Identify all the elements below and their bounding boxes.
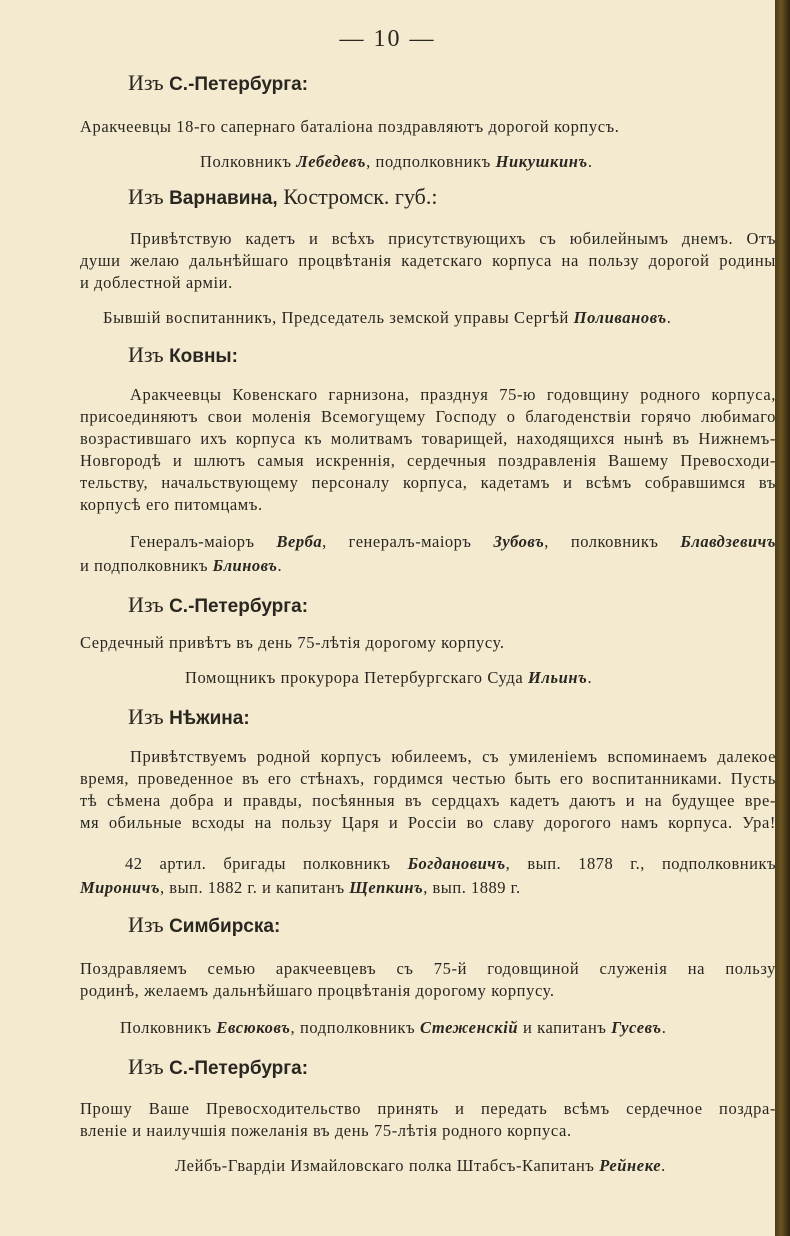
section-header-varnavin: Изъ Варнавина, Костромск. губ.: — [128, 184, 438, 209]
telegram-text: Прошу Ваше Превосходительство принять и передать всѣмъ сердечное поздра- вленіе и наилучшія пожеланія въ день 75-лѣтія родного корпуса. — [80, 1099, 776, 1140]
section-header-simbirsk: Изъ Симбирска: — [128, 912, 281, 937]
telegram-text: Аракчеевцы Ковенскаго гарнизона, празднуя 75-ю годовщину родного корпуса, присоединяютъ свои моленія Всемогущему Господу о благоденствіи горячо любимаго возрастившаго ихъ корпуса къ молитвамъ товарищей, находящихся нынѣ въ Нижнемъ- Новгородѣ и шлютъ самыя искреннія, сердечныя поздравленія Вашему Превосходи- тельству, начальствующему персоналу корпуса, кадетамъ и всѣмъ собравшимся въ корпусѣ его питомцамъ. — [80, 385, 776, 514]
signature: 42 артил. бригады полковникъ Богдановичъ, вып. 1878 г., подполковникъ Мироничъ, вып. 1882 г. и капитанъ Щепкинъ, вып. 1889 г. — [80, 854, 777, 897]
telegram-text: Поздравляемъ семью аракчеевцевъ съ 75-й годовщиной служенія на пользу родинѣ, желаемъ дальнѣйшаго процвѣтанія дорогому корпусу. — [80, 959, 776, 1000]
section-header-spb-2: Изъ С.-Петербурга: — [128, 592, 309, 617]
signature: Помощникъ прокурора Петербургскаго Суда Ильинъ. — [185, 668, 593, 687]
signature: Лейбъ-Гвардіи Измайловскаго полка Штабсъ-Капитанъ Рейнеке. — [175, 1156, 666, 1175]
signature: Бывшій воспитанникъ, Председатель земской управы Сергѣй Поливановъ. — [103, 308, 672, 327]
section-header-spb-3: Изъ С.-Петербурга: — [128, 1054, 309, 1079]
signature: Полковникъ Лебедевъ, подполковникъ Никушкинъ. — [200, 152, 593, 171]
book-spine-edge — [775, 0, 790, 1236]
section-header-nezhin: Изъ Нѣжина: — [128, 704, 250, 729]
section-header-spb-1: Изъ С.-Петербурга: — [128, 70, 309, 95]
signature: Полковникъ Евсюковъ, подполковникъ Стеженскій и капитанъ Гусевъ. — [120, 1018, 667, 1037]
section-header-kovno: Изъ Ковны: — [128, 342, 238, 367]
telegram-text: Привѣтствую кадетъ и всѣхъ присутствующихъ съ юбилейнымъ днемъ. Отъ души желаю дальнѣйшаго процвѣтанія кадетскаго корпуса на пользу дорогой родины и доблестной арміи. — [80, 229, 776, 292]
telegram-text: Привѣтствуемъ родной корпусъ юбилеемъ, съ умиленіемъ вспоминаемъ далекое время, проведенное въ его стѣнахъ, гордимся честью быть его воспитанниками. Пусть тѣ сѣмена добра и правды, посѣянныя въ сердцахъ кадетъ даютъ и на будущее вре- мя обильные всходы на пользу Царя и Россіи во славу дорогого намъ корпуса. Ура! — [80, 747, 776, 832]
telegram-text: Сердечный привѣтъ въ день 75-лѣтія дорогому корпусу. — [80, 633, 505, 652]
signature: Генералъ-маіоръ Верба, генералъ-маіоръ Зубовъ, полковникъ Блавдзевичъ и подполковникъ Блиновъ. — [80, 532, 776, 575]
telegram-text: Аракчеевцы 18-го сапернаго баталіона поздравляютъ дорогой корпусъ. — [80, 117, 620, 136]
page-number: — 10 — — [339, 26, 436, 52]
